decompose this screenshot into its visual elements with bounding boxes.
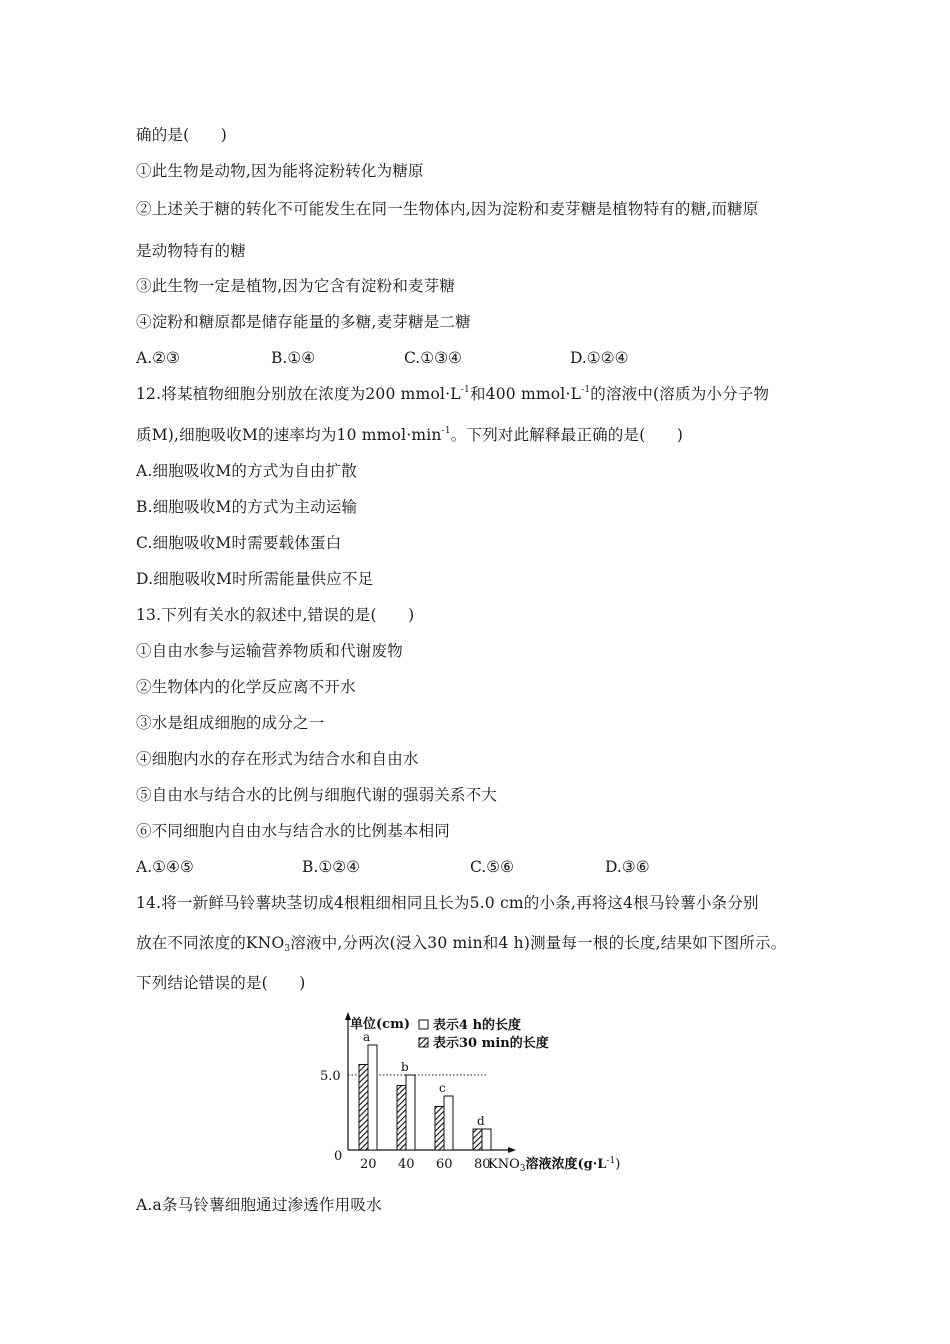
q11-item-1: ①此生物是动物,因为能将淀粉转化为糖原 (136, 162, 424, 180)
x-tick-40: 40 (398, 1157, 415, 1172)
bar-4h-40 (406, 1075, 415, 1150)
q11-option-d: D.①②④ (570, 349, 629, 367)
q13-option-a: A.①④⑤ (136, 858, 194, 876)
q11-item-3: ③此生物一定是植物,因为它含有淀粉和麦芽糖 (136, 277, 456, 295)
q13-item-3: ③水是组成细胞的成分之一 (136, 714, 325, 732)
bar-letter-b: b (401, 1060, 409, 1074)
bar-letter-a: a (363, 1030, 371, 1044)
kno3-bar-chart (320, 1008, 650, 1176)
q12-stem-line1: 12.将某植物细胞分别放在浓度为200 $mmol\cdot L^{-1}$和400 $mmol\cdot L^{-1}$的溶液中(溶质为小分子物 (136, 385, 770, 403)
bars-group (348, 1030, 491, 1172)
q13-item-4: ④细胞内水的存在形式为结合水和自由水 (136, 750, 419, 768)
q11-option-a: A.②③ (136, 349, 180, 367)
q13-item-5: ⑤自由水与结合水的比例与细胞代谢的强弱关系不大 (136, 786, 498, 804)
q14-stem-line3: 下列结论错误的是( ) (136, 974, 306, 992)
bar-letter-c: c (439, 1081, 446, 1095)
bar-4h-20 (368, 1045, 377, 1150)
q13-item-2: ②生物体内的化学反应离不开水 (136, 678, 356, 696)
q13-option-c: C.⑤⑥ (470, 858, 515, 876)
q14-stem-line1: 14.将一新鲜马铃薯块茎切成4根粗细相同且长为5.0 cm的小条,再将这4根马铃薯小条分别 (136, 894, 759, 912)
q14-stem-line2: 放在不同浓度的$KNO_3$溶液中,分两次(浸入30 min和4 h)测量每一根的长度,结果如下图所示。 (136, 934, 787, 954)
legend-swatch-30min (419, 1038, 428, 1047)
q13-option-b: B.①②④ (302, 858, 361, 876)
bar-30min-20 (359, 1065, 368, 1151)
legend-label-4h: 表示4 h的长度 (433, 1018, 522, 1033)
origin-label: 0 (334, 1149, 343, 1164)
q12-stem-line2: 质M),细胞吸收M的速率均为10 $mmol\cdot\min^{-1}$。下列对此解释最正确的是( ) (136, 426, 684, 444)
legend-label-30min: 表示30 min的长度 (433, 1036, 549, 1051)
q11-item-4: ④淀粉和糖原都是储存能量的多糖,麦芽糖是二糖 (136, 313, 471, 331)
q11-item-2: ②上述关于糖的转化不可能发生在同一生物体内,因为淀粉和麦芽糖是植物特有的糖,而糖原 (136, 200, 759, 218)
reference-tick-label: 5.0 (320, 1069, 341, 1084)
bar-30min-80 (473, 1129, 482, 1150)
bar-letter-d: d (477, 1114, 485, 1128)
x-axis-label: $KNO_3$溶液浓度$(g\cdot L^{-1})$ (488, 1156, 621, 1174)
q11-stem-tail: 确的是( ) (136, 126, 227, 144)
q14-option-a: A.a条马铃薯细胞通过渗透作用吸水 (136, 1196, 382, 1214)
q13-item-6: ⑥不同细胞内自由水与结合水的比例基本相同 (136, 822, 451, 840)
q11-item-2-cont: 是动物特有的糖 (136, 242, 246, 260)
legend-swatch-4h (419, 1020, 428, 1029)
y-axis-label: 单位(cm) (350, 1017, 410, 1032)
q11-option-c: C.①③④ (404, 349, 462, 367)
x-tick-60: 60 (436, 1157, 453, 1172)
q13-stem: 13.下列有关水的叙述中,错误的是( ) (136, 606, 415, 624)
q12-option-b: B.细胞吸收M的方式为主动运输 (136, 498, 358, 516)
q13-option-d: D.③⑥ (605, 858, 650, 876)
chart-canvas (320, 1008, 650, 1176)
bar-4h-80 (482, 1129, 491, 1150)
x-tick-80: 80 (474, 1157, 491, 1172)
q13-item-1: ①自由水参与运输营养物质和代谢废物 (136, 642, 403, 660)
x-tick-20: 20 (360, 1157, 377, 1172)
bar-4h-60 (444, 1096, 453, 1150)
q11-option-b: B.①④ (271, 349, 316, 367)
q12-option-c: C.细胞吸收M时需要载体蛋白 (136, 534, 342, 552)
q12-option-d: D.细胞吸收M时所需能量供应不足 (136, 570, 374, 588)
q12-option-a: A.细胞吸收M的方式为自由扩散 (136, 462, 357, 480)
bar-30min-40 (397, 1086, 406, 1151)
bar-30min-60 (435, 1107, 444, 1151)
x-axis-arrow (508, 1147, 516, 1153)
